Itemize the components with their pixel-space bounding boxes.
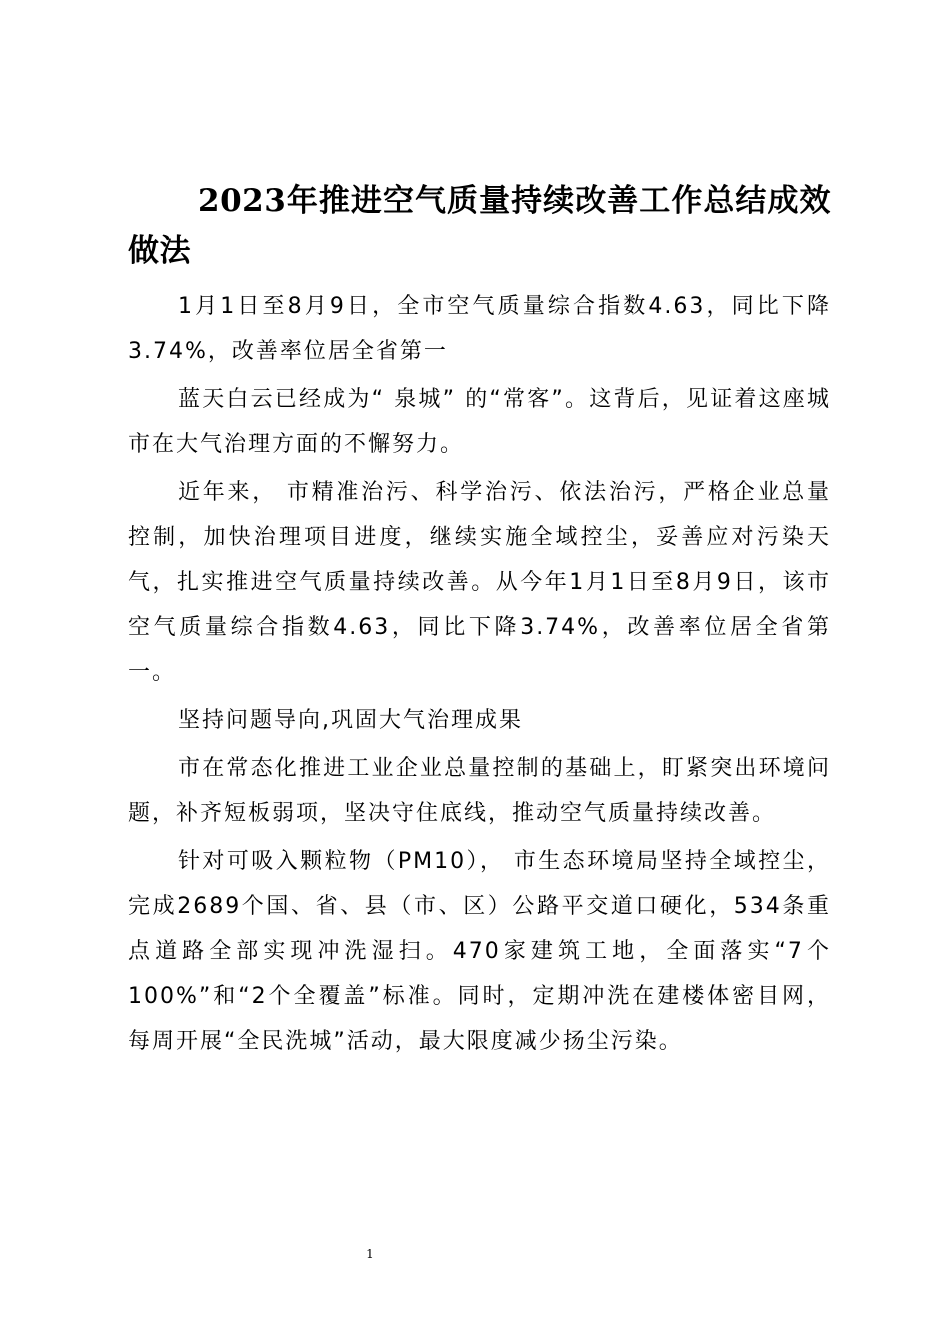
document-body	[128, 176, 831, 1067]
document-title: 2023年推进空气质量持续改善工作总结成效做法	[128, 183, 831, 269]
section-heading: 坚持问题导向,巩固大气治理成果	[178, 708, 523, 733]
paragraph-dust-control: 针对可吸入颗粒物（PM10）， 市生态环境局坚持全域控尘，完成2689个国、省、县（市、区）公路平交道口硬化，534条重点道路全部实现冲洗湿扫。470家建筑工地，全面落实“7个100%”和“2个全覆盖”标准。同时，定期冲洗在建楼体密目网，每周开展“全民洗城”活动，最大限度减少扬尘污染。	[128, 849, 831, 1054]
paragraph-overview: 近年来， 市精准治污、科学治污、依法治污，严格企业总量控制，加快治理项目进度，继续实施全域控尘，妥善应对污染天气，扎实推进空气质量持续改善。从今年1月1日至8月9日，该市空气质量综合指数4.63，同比下降3.74%，改善率位居全省第一。	[128, 480, 831, 685]
paragraph-approach: 市在常态化推进工业企业总量控制的基础上，盯紧突出环境问题，补齐短板弱项，坚决守住底线，推动空气质量持续改善。	[128, 756, 831, 826]
paragraph-summary: 1月1日至8月9日，全市空气质量综合指数4.63，同比下降3.74%，改善率位居全省第一	[128, 294, 831, 364]
paragraph-intro: 蓝天白云已经成为“ 泉城” 的“常客”。这背后，见证着这座城市在大气治理方面的不懈努力。	[128, 387, 831, 457]
page-number: 1	[366, 1247, 374, 1261]
